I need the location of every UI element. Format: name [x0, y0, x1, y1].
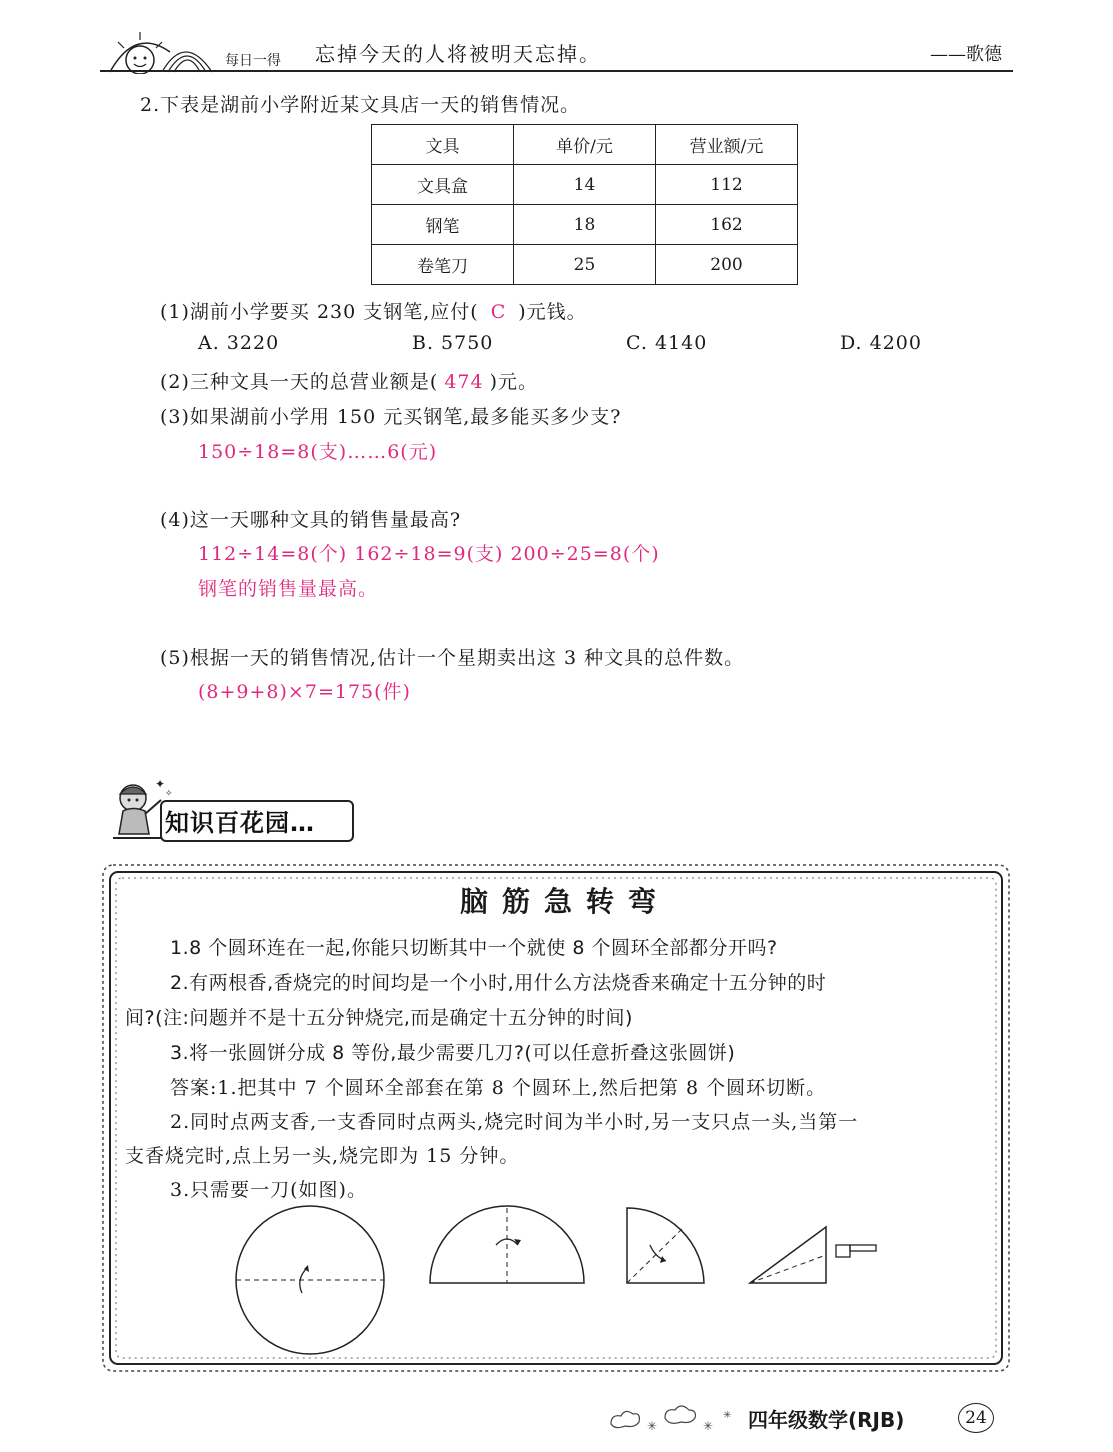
- option-b: B. 5750: [412, 332, 494, 354]
- question-3: (3)如果湖前小学用 150 元买钢笔,最多能买多少支?: [160, 406, 622, 428]
- question-5-answer: (8+9+8)×7=175(件): [198, 681, 411, 703]
- table-cell: 文具盒: [372, 165, 514, 205]
- svg-text:✳: ✳: [723, 1410, 732, 1421]
- table-cell: 18: [514, 205, 656, 245]
- puzzle-answer-2-cont: 支香烧完时,点上另一头,烧完即为 15 分钟。: [125, 1145, 520, 1167]
- question-4: (4)这一天哪种文具的销售量最高?: [160, 509, 462, 531]
- header-divider: [100, 70, 1013, 72]
- question-2-answer: 474: [444, 371, 484, 393]
- sales-table: [371, 124, 798, 285]
- question-1: [160, 297, 587, 324]
- table-header: 营业额/元: [656, 125, 798, 165]
- table-row: [372, 165, 798, 205]
- puzzle-question-2-cont: 间?(注:问题并不是十五分钟烧完,而是确定十五分钟的时间): [125, 1007, 633, 1029]
- puzzle-title: 脑筋急转弯: [460, 885, 671, 918]
- table-row: [372, 245, 798, 285]
- motto-author: ——歌德: [930, 44, 1002, 65]
- table-header: 单价/元: [514, 125, 656, 165]
- table-cell: 卷笔刀: [372, 245, 514, 285]
- quarter-circle-figure: [627, 1208, 704, 1283]
- svg-text:✦: ✦: [155, 777, 166, 791]
- motto-tag: 每日一得: [225, 53, 281, 69]
- question-1-suffix: )元钱。: [518, 301, 587, 323]
- problem-title: 2.下表是湖前小学附近某文具店一天的销售情况。: [140, 94, 581, 116]
- daily-motto: 忘掉今天的人将被明天忘掉。: [315, 42, 601, 66]
- table-cell: 14: [514, 165, 656, 205]
- question-1-answer: C: [490, 301, 507, 323]
- puzzle-question-1: 1.8 个圆环连在一起,你能只切断其中一个就使 8 个圆环全部都分开吗?: [170, 937, 778, 959]
- question-4-answer-conclusion: 钢笔的销售量最高。: [198, 578, 379, 600]
- puzzle-question-3: 3.将一张圆饼分成 8 等份,最少需要几刀?(可以任意折叠这张圆饼): [170, 1042, 736, 1064]
- table-header: 文具: [372, 125, 514, 165]
- puzzle-answer-2: 2.同时点两支香,一支香同时点两头,烧完时间为半小时,另一支只点一头,当第一: [170, 1111, 859, 1133]
- table-cell: 200: [656, 245, 798, 285]
- table-cell: 钢笔: [372, 205, 514, 245]
- svg-text:✳: ✳: [703, 1419, 714, 1433]
- table-row: [372, 205, 798, 245]
- table-cell: 25: [514, 245, 656, 285]
- puzzle-answer-3: 3.只需要一刀(如图)。: [170, 1179, 367, 1201]
- question-2-suffix: )元。: [489, 371, 539, 393]
- question-2: [160, 367, 538, 394]
- table-header-row: [372, 125, 798, 165]
- half-circle-figure: [430, 1206, 584, 1283]
- svg-text:✧: ✧: [165, 789, 173, 799]
- question-2-prefix: (2)三种文具一天的总营业额是(: [160, 371, 439, 393]
- question-1-prefix: (1)湖前小学要买 230 支钢笔,应付(: [160, 301, 479, 323]
- question-4-answer-calc: 112÷14=8(个) 162÷18=9(支) 200÷25=8(个): [198, 543, 660, 565]
- puzzle-answer-1: 答案:1.把其中 7 个圆环全部套在第 8 个圆环上,然后把第 8 个圆环切断。: [170, 1077, 827, 1099]
- sun-logo-icon: [100, 22, 220, 74]
- puzzle-question-2: 2.有两根香,香烧完的时间均是一个小时,用什么方法烧香来确定十五分钟的时: [170, 972, 827, 994]
- option-c: C. 4140: [626, 332, 708, 354]
- cloud-decoration-icon: [605, 1400, 745, 1434]
- eighth-circle-figure: [750, 1227, 876, 1283]
- table-cell: 112: [656, 165, 798, 205]
- full-circle-figure: [236, 1206, 384, 1354]
- question-5: (5)根据一天的销售情况,估计一个星期卖出这 3 种文具的总件数。: [160, 647, 745, 669]
- question-3-answer: 150÷18=8(支)……6(元): [198, 441, 438, 463]
- table-cell: 162: [656, 205, 798, 245]
- option-a: A. 3220: [198, 332, 280, 354]
- option-d: D. 4200: [840, 332, 922, 354]
- svg-text:✳: ✳: [647, 1419, 658, 1433]
- footer-book-title: 四年级数学(RJB): [748, 1408, 905, 1432]
- fold-diagram: [230, 1205, 890, 1365]
- page-number: 24: [958, 1403, 994, 1433]
- section-title: 知识百花园…: [165, 809, 315, 837]
